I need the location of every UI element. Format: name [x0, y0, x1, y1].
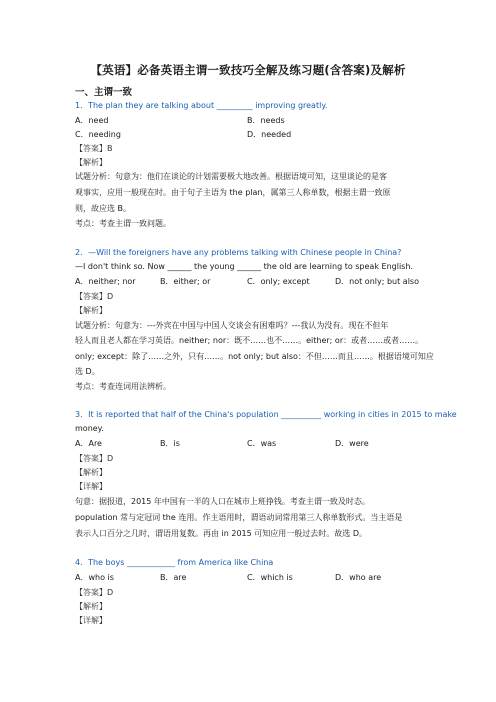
option-b: B．needs	[247, 116, 285, 125]
question-number: 2．	[75, 248, 89, 257]
analysis-line: 表示人口百分之几时，谓语用复数。再由 in 2015 可知应用一般过去时。故选 D。	[75, 529, 367, 538]
detail-label: 【详解】	[75, 482, 107, 491]
option-a: A．need	[75, 116, 109, 125]
option-c: C．only; except	[247, 277, 310, 286]
option-b: B．are	[160, 573, 187, 582]
point-line: 考点：考查连词用法辨析。	[75, 382, 171, 391]
analysis-line: 试题分析：句意为：他们在谈论的计划需要极大地改善。根据语境可知，这里谈论的是客	[75, 172, 387, 181]
analysis-line: 观事实，应用一般现在时。由于句子主语为 the plan，属第三人称单数，根据主谓一致原	[75, 188, 391, 197]
analysis-label: 【解析】	[75, 468, 107, 477]
analysis-line: only; except：除了……之外，只有……。not only; but also：不但……而且……。根据语境可知应	[75, 352, 434, 361]
analysis-line: 句意：据报道，2015 年中国有一半的人口在城市上班挣钱。考查主谓一致及时态。	[75, 497, 370, 506]
question-2	[75, 248, 401, 258]
answer-label: 【答案】B	[75, 144, 113, 153]
analysis-line: 轻人而且老人都在学习英语。neither; nor：既不……也不……。either; or：或者……或者……。	[75, 336, 424, 345]
question-4	[75, 558, 273, 568]
option-b: B．either; or	[160, 277, 211, 286]
answer-label: 【答案】D	[75, 454, 114, 463]
question-number: 1．	[75, 101, 89, 110]
analysis-label: 【解析】	[75, 158, 107, 167]
section-heading: 一、主谓一致	[75, 87, 133, 98]
point-line: 考点：考查主谓一致问题。	[75, 219, 171, 228]
question-1	[75, 101, 327, 111]
analysis-label: 【解析】	[75, 306, 107, 315]
question-text: It is reported that half of the China's population __________ working in cities in 2015 to make	[88, 410, 457, 419]
analysis-line: 试题分析：句意为：---外宾在中国与中国人交谈会有困难吗？---我认为没有。现在不但年	[75, 321, 389, 330]
option-a: A．Are	[75, 439, 102, 448]
answer-label: 【答案】D	[75, 292, 114, 301]
analysis-label: 【解析】	[75, 602, 107, 611]
question-number: 4．	[75, 558, 89, 567]
page-title: 【英语】必备英语主谓一致技巧全解及练习题(含答案)及解析	[90, 63, 406, 77]
question-text: The plan they are talking about _________ improving greatly.	[88, 101, 328, 110]
question-text-line2: —I don't think so. Now ______ the young ______ the old are learning to speak English.	[75, 262, 413, 271]
question-text: —Will the foreigners have any problems talking with Chinese people in China?	[88, 248, 402, 257]
question-number: 3．	[75, 410, 89, 419]
option-d: D．needed	[247, 130, 292, 139]
option-b: B．is	[160, 439, 180, 448]
analysis-line: 选 D。	[75, 367, 100, 376]
option-d: D．were	[335, 439, 369, 448]
option-c: C．needing	[75, 130, 121, 139]
analysis-line: population 常与定冠词 the 连用。作主语用时，谓语动词常用第三人称单数形式。当主语是	[75, 513, 403, 522]
option-c: C．was	[247, 439, 277, 448]
question-text-line2: money.	[75, 424, 104, 433]
detail-label: 【详解】	[75, 616, 107, 625]
option-d: D．who are	[335, 573, 382, 582]
answer-label: 【答案】D	[75, 588, 114, 597]
question-3	[75, 410, 457, 420]
option-d: D．not only; but also	[335, 277, 419, 286]
analysis-line: 则，故应选 B。	[75, 204, 132, 213]
option-a: A．who is	[75, 573, 114, 582]
option-a: A．neither; nor	[75, 277, 136, 286]
option-c: C．which is	[247, 573, 293, 582]
question-text: The boys ____________ from America like China	[88, 558, 274, 567]
